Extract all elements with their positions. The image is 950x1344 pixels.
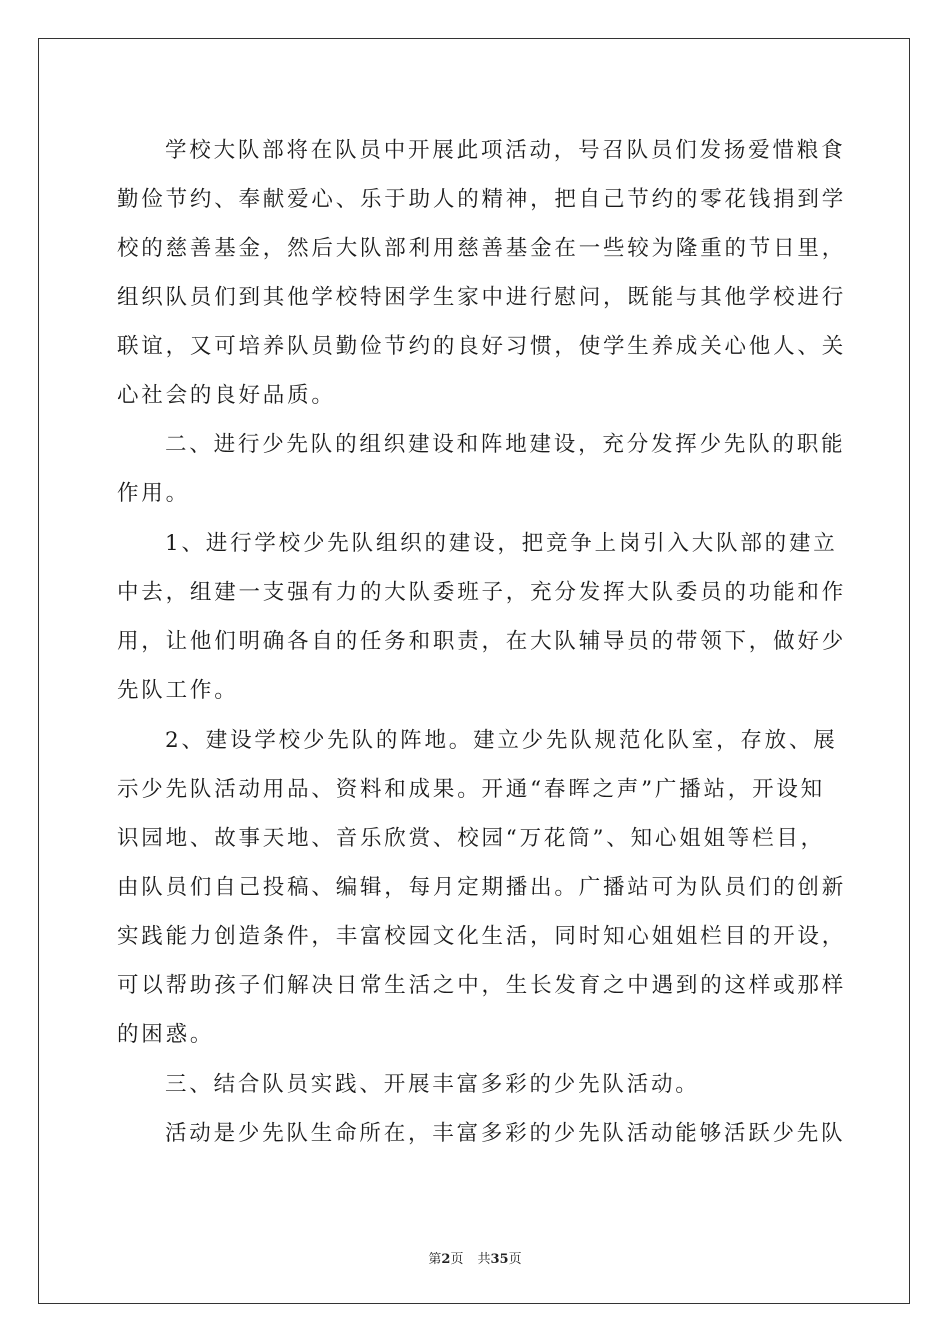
text-line: 的困惑。 (117, 1022, 215, 1047)
text-line: 1、进行学校少先队组织的建设，把竞争上岗引入大队部的建立 (165, 531, 838, 556)
total-suffix: 页 (508, 1252, 522, 1267)
page-current: 2 (441, 1252, 451, 1267)
text-line: 示少先队活动用品、资料和成果。开通“春晖之声”广播站，开设知 (117, 777, 825, 802)
page-total: 35 (490, 1252, 509, 1267)
page-prefix: 第 (428, 1252, 442, 1267)
text-line: 作用。 (117, 481, 190, 506)
page-border (38, 38, 910, 1304)
text-line: 可以帮助孩子们解决日常生活之中，生长发育之中遇到的这样或那样 (117, 973, 847, 998)
text-line: 2、建设学校少先队的阵地。建立少先队规范化队室，存放、展 (165, 728, 838, 753)
text-line: 识园地、故事天地、音乐欣赏、校园“万花筒”、知心姐姐等栏目， (117, 826, 825, 851)
text-line: 由队员们自己投稿、编辑，每月定期播出。广播站可为队员们的创新 (117, 875, 847, 900)
text-line: 先队工作。 (117, 678, 239, 703)
text-line: 心社会的良好品质。 (117, 383, 336, 408)
text-line: 三、结合队员实践、开展丰富多彩的少先队活动。 (165, 1072, 700, 1097)
page-suffix: 页 (450, 1252, 464, 1267)
text-line: 二、进行少先队的组织建设和阵地建设，充分发挥少先队的职能 (165, 432, 846, 457)
text-line: 中去，组建一支强有力的大队委班子，充分发挥大队委员的功能和作 (117, 580, 847, 605)
text-line: 校的慈善基金，然后大队部利用慈善基金在一些较为隆重的节日里， (117, 236, 847, 261)
total-prefix: 共 (477, 1252, 491, 1267)
page-footer (0, 1248, 950, 1267)
text-line: 勤俭节约、奉献爱心、乐于助人的精神，把自己节约的零花钱捐到学 (117, 187, 847, 212)
text-line: 组织队员们到其他学校特困学生家中进行慰问，既能与其他学校进行 (117, 285, 847, 310)
text-line: 用，让他们明确各自的任务和职责，在大队辅导员的带领下，做好少 (117, 629, 847, 654)
text-line: 联谊，又可培养队员勤俭节约的良好习惯，使学生养成关心他人、关 (117, 334, 847, 359)
text-line: 学校大队部将在队员中开展此项活动，号召队员们发扬爱惜粮食 (165, 138, 846, 163)
text-line: 实践能力创造条件，丰富校园文化生活，同时知心姐姐栏目的开设， (117, 924, 847, 949)
text-line: 活动是少先队生命所在，丰富多彩的少先队活动能够活跃少先队 (165, 1121, 846, 1146)
